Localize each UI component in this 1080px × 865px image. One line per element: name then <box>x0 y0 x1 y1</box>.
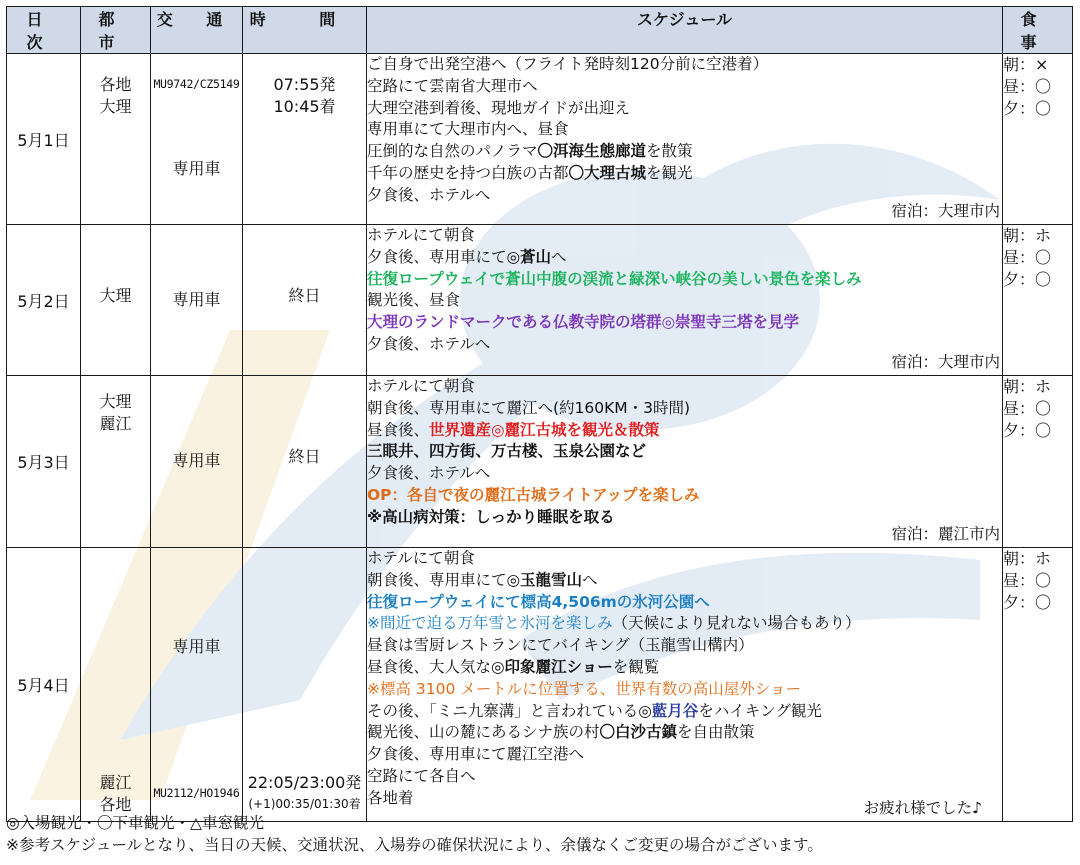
schedule-text: ◎玉龍雪山 <box>506 570 583 589</box>
meal-status: 昼：〇 <box>1003 76 1052 96</box>
schedule-text: 夕食後、ホテルへ <box>367 464 491 483</box>
meal-status: 昼：〇 <box>1003 247 1052 267</box>
date-cell <box>7 376 81 548</box>
schedule-line <box>367 98 1002 120</box>
schedule-text: 空路にて各自へ <box>367 766 476 785</box>
schedule-text: 夕食後、ホテルへ <box>367 334 491 353</box>
schedule-line <box>367 548 1002 570</box>
header-meals: 食 事 <box>1003 7 1073 54</box>
schedule-text: ホテルにて朝食 <box>367 226 475 244</box>
meal-status: 朝：ホ <box>1003 549 1052 568</box>
schedule-text: 観光後、山の麓にあるシナ族の村 <box>367 723 600 742</box>
schedule-text: 朝食後、専用車にて麗江へ(約160KM・3時間) <box>367 398 691 417</box>
schedule-line <box>367 225 1002 247</box>
meal-status: 朝：ホ <box>1003 226 1052 245</box>
time-cell <box>243 225 367 376</box>
header-time: 時 間 <box>243 7 367 54</box>
time-cell <box>243 376 367 548</box>
schedule-text: 昼食後、 <box>367 420 430 439</box>
schedule-line <box>367 766 1002 788</box>
schedule-text: 昼食は雪厨レストランにてバイキング（玉龍雪山構内） <box>367 636 754 655</box>
city-name: 各地 <box>99 795 132 815</box>
time-cell <box>243 54 367 225</box>
schedule-text: その後、「ミニ九寨溝」と言われている <box>367 701 639 720</box>
meal-status: 夕：〇 <box>1003 592 1052 612</box>
time-value: 10:45着 <box>273 96 336 116</box>
schedule-line <box>367 420 1002 442</box>
city-name: 麗江 <box>99 773 132 793</box>
schedule-text: 観光後、昼食 <box>367 291 461 310</box>
schedule-text: ホテルにて朝食 <box>367 377 475 395</box>
date-cell <box>7 54 81 225</box>
schedule-line <box>367 592 1002 614</box>
schedule-line <box>367 657 1002 679</box>
city-cell <box>81 376 151 548</box>
schedule-line <box>367 76 1002 98</box>
schedule-line <box>367 701 1002 723</box>
schedule-line <box>367 398 1002 420</box>
schedule-cell <box>367 225 1003 376</box>
schedule-text: （天候により見れない場合もあり） <box>612 614 861 633</box>
transport-cell <box>151 376 243 548</box>
schedule-text: を自由散策 <box>677 723 755 742</box>
schedule-text: ◎蒼山 <box>506 247 552 266</box>
schedule-text: を観覧 <box>612 657 660 676</box>
schedule-line <box>367 163 1002 185</box>
meal-status: 夕：〇 <box>1003 98 1052 118</box>
sign-off-text: お疲れ様でした♪ <box>863 799 982 817</box>
city-name: 麗江 <box>99 413 132 433</box>
schedule-cell <box>367 376 1003 548</box>
schedule-text: ※間近で迫る万年雪と氷河を楽しみ <box>367 614 613 633</box>
schedule-text: 世界遺産◎麗江古城を観光＆散策 <box>429 420 660 439</box>
date-label: 5月3日 <box>17 453 70 472</box>
time-value: 終日 <box>288 286 321 305</box>
schedule-text: 大理空港到着後、現地ガイドが出迎え <box>367 98 631 117</box>
day-row <box>7 376 1073 548</box>
schedule-line <box>367 312 1002 334</box>
schedule-text: 夕食後、ホテルへ <box>367 185 491 204</box>
header-row <box>7 7 1073 54</box>
schedule-line <box>367 54 1002 76</box>
schedule-line <box>367 290 1002 312</box>
schedule-line <box>367 376 1002 398</box>
schedule-text: 往復ロープウェイにて標高4,506mの氷河公園へ <box>367 592 710 611</box>
footer-note: ※参考スケジュールとなり、当日の天候、交通状況、入場券の確保状況により、余儀なくご変更の場合がございます。 <box>6 836 823 854</box>
header-city: 都 市 <box>81 7 151 54</box>
meal-status: 夕：〇 <box>1003 269 1052 289</box>
meal-status: 朝：× <box>1003 55 1049 74</box>
schedule-line <box>367 570 1002 592</box>
date-cell <box>7 225 81 376</box>
schedule-text: 千年の歴史を持つ白族の古都 <box>367 163 569 182</box>
transport-cell <box>151 225 243 376</box>
schedule-text: ※標高 3100 メートルに位置する、世界有数の高山屋外ショー <box>367 679 801 698</box>
header-day: 日 次 <box>7 7 81 54</box>
city-name: 大理 <box>99 392 132 411</box>
lodging-label: 宿泊：大理市内 <box>891 202 1000 220</box>
date-cell <box>7 548 81 822</box>
transport-mode: 専用車 <box>172 637 221 656</box>
schedule-text: 〇洱海生態廊道 <box>537 142 647 161</box>
meal-status: 夕：〇 <box>1003 420 1052 440</box>
legend-line: ◎入場観光・〇下車観光・△車窓観光 <box>6 814 264 832</box>
meal-status: 朝：ホ <box>1003 377 1052 396</box>
schedule-text: 往復ロープウェイで蒼山中腹の渓流と緑深い峡谷の美しい景色を楽しみ <box>367 269 862 288</box>
schedule-text: 夕食後、専用車にて <box>367 247 507 266</box>
flight-code: MU9742/CZ5149 <box>153 77 240 91</box>
transport-mode: 専用車 <box>172 451 221 470</box>
header-transport: 交 通 <box>151 7 243 54</box>
schedule-line <box>367 247 1002 269</box>
schedule-text: ◎ <box>638 701 652 720</box>
date-label: 5月2日 <box>17 291 70 311</box>
city-name: 大理 <box>99 96 132 116</box>
schedule-line <box>367 635 1002 657</box>
meals-cell <box>1003 548 1073 822</box>
schedule-table <box>6 6 1073 822</box>
schedule-text: 圧倒的な自然のパノラマ <box>367 142 538 161</box>
date-label: 5月4日 <box>17 676 70 695</box>
meal-status: 昼：〇 <box>1003 570 1052 590</box>
schedule-line <box>367 722 1002 744</box>
transport-cell <box>151 54 243 225</box>
schedule-text: 〇白沙古鎮 <box>599 723 678 742</box>
day-row <box>7 54 1073 225</box>
header-schedule: スケジュール <box>367 7 1003 54</box>
schedule-text: 専用車にて大理市内へ、昼食 <box>367 120 569 139</box>
schedule-text: OP：各自で夜の麗江古城ライトアップを楽しみ <box>367 485 700 504</box>
transport-mode: 専用車 <box>172 290 221 309</box>
meals-cell <box>1003 376 1073 548</box>
transport-mode: 専用車 <box>172 159 221 178</box>
transport-cell <box>151 548 243 822</box>
meals-cell <box>1003 54 1073 225</box>
schedule-text: を散策 <box>646 142 693 161</box>
schedule-text: ※高山病対策：しっかり睡眠を取る <box>367 507 615 526</box>
schedule-text: 昼食後、大人気な <box>367 657 492 676</box>
schedule-line <box>367 463 1002 485</box>
day-row <box>7 548 1073 822</box>
date-label: 5月1日 <box>17 130 70 150</box>
schedule-text: 朝食後、専用車にて <box>367 570 507 589</box>
city-name: 大理 <box>99 286 132 305</box>
flight-code: MU2112/HO1946 <box>153 786 240 801</box>
time-arrival: (+1)00:35/01:30着 <box>248 797 361 812</box>
day-row <box>7 225 1073 376</box>
schedule-line <box>367 119 1002 141</box>
schedule-text: へ <box>582 570 598 589</box>
schedule-text: ホテルにて朝食 <box>367 549 475 567</box>
schedule-line <box>367 679 1002 701</box>
schedule-text: を観光 <box>646 163 693 182</box>
schedule-cell <box>367 54 1003 225</box>
schedule-line <box>367 441 1002 463</box>
time-cell <box>243 548 367 822</box>
schedule-text: 〇大理古城 <box>568 163 647 182</box>
time-value: 22:05/23:00発 <box>247 773 362 793</box>
time-value: 終日 <box>288 447 321 466</box>
city-cell <box>81 548 151 822</box>
schedule-text: 大理のランドマークである仏教寺院の塔群◎崇聖寺三塔を見学 <box>367 313 800 332</box>
meal-status: 昼：〇 <box>1003 398 1052 418</box>
meals-cell <box>1003 225 1073 376</box>
schedule-text: ◎印象麗江ショー <box>491 657 613 676</box>
schedule-text: 藍月谷 <box>651 701 699 720</box>
schedule-text: 夕食後、専用車にて麗江空港へ <box>367 745 585 764</box>
schedule-line <box>367 141 1002 163</box>
schedule-text: 空路にて雲南省大理市へ <box>367 76 538 95</box>
schedule-text: 各地着 <box>367 788 414 807</box>
lodging-label: 宿泊：麗江市内 <box>891 525 1000 543</box>
city-cell <box>81 225 151 376</box>
lodging-label: 宿泊：大理市内 <box>891 353 1000 371</box>
city-cell <box>81 54 151 225</box>
schedule-line <box>367 613 1002 635</box>
schedule-cell <box>367 548 1003 822</box>
schedule-text: 三眼井、四方街、万古楼、玉泉公園など <box>367 442 647 461</box>
schedule-text: へ <box>551 247 567 266</box>
schedule-line <box>367 485 1002 507</box>
schedule-text: ご自身で出発空港へ（フライト発時刻120分前に空港着） <box>367 55 769 73</box>
time-value: 07:55発 <box>273 75 336 94</box>
city-name: 各地 <box>99 75 132 94</box>
schedule-text: をハイキング観光 <box>698 701 822 720</box>
schedule-line <box>367 744 1002 766</box>
schedule-line <box>367 269 1002 291</box>
